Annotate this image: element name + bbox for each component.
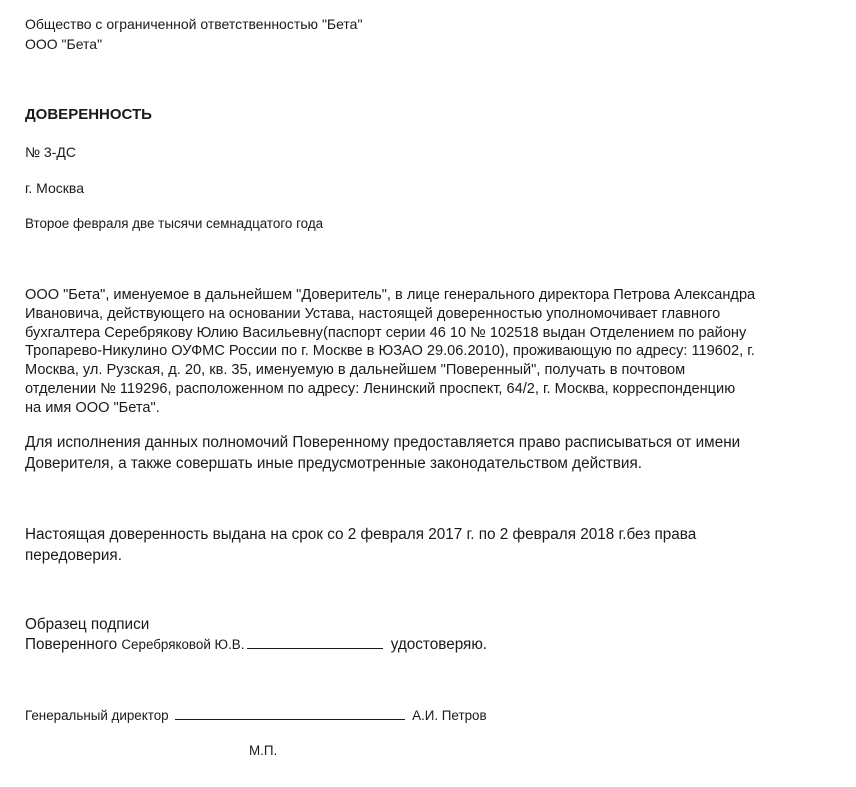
paragraph-line: ООО "Бета", именуемое в дальнейшем "Доверитель", в лице генерального директора Петрова Александра	[25, 287, 756, 303]
paragraph-line: передоверия.	[25, 546, 122, 564]
paragraph-term	[25, 525, 825, 566]
paragraph-line: Для исполнения данных полномочий Поверенному предоставляется право расписываться от имени	[25, 434, 741, 451]
paragraph-line: бухгалтера Серебрякову Юлию Васильевну(паспорт серии 46 10 № 102518 выдан Отделением по району	[25, 324, 747, 341]
paragraph-line: Настоящая доверенность выдана на срок со 2 февраля 2017 г. по 2 февраля 2018 г.без права	[25, 526, 697, 543]
director-label: Генеральный директор	[25, 708, 169, 723]
signature-sample-suffix: удостоверяю.	[390, 636, 488, 653]
director-name: А.И. Петров	[412, 708, 487, 723]
paragraph-line: Доверителя, а также совершать иные предусмотренные законодательством действия.	[25, 454, 643, 472]
organization-short-name: ООО "Бета"	[25, 36, 103, 52]
paragraph-powers	[25, 433, 825, 474]
document-date: Второе февраля две тысячи семнадцатого года	[25, 216, 324, 231]
paragraph-line: отделении № 119296, расположенном по адресу: Ленинский проспект, 64/2, г. Москва, корреспонденцию	[25, 380, 736, 397]
signature-sample-prefix: Поверенного	[25, 636, 118, 653]
signature-sample-heading: Образец подписи	[25, 616, 150, 633]
signature-blank-line	[247, 635, 383, 649]
signature-sample-line	[25, 635, 487, 655]
document-number: № 3-ДС	[25, 144, 76, 160]
paragraph-line: Москва, ул. Рузская, д. 20, кв. 35, именуемую в дальнейшем "Поверенный", получать в почтовом	[25, 362, 686, 379]
attorney-name: Серебряковой Ю.В.	[121, 637, 245, 652]
organization-full-name: Общество с ограниченной ответственностью "Бета"	[25, 16, 363, 32]
paragraph-line: Тропарево-Никулино ОУФМС России по г. Москве в ЮЗАО 29.06.2010), проживающую по адресу: 119602, г.	[25, 343, 755, 360]
director-signature-blank	[175, 706, 405, 720]
document-title: ДОВЕРЕННОСТЬ	[25, 106, 152, 123]
director-signature-line	[25, 706, 487, 725]
paragraph-line: Ивановича, действующего на основании Устава, настоящей доверенностью уполномочивает главного	[25, 305, 721, 322]
seal-place: М.П.	[249, 743, 278, 758]
paragraph-authorization	[25, 286, 825, 418]
document-city: г. Москва	[25, 180, 84, 196]
paragraph-line: на имя ООО "Бета".	[25, 399, 160, 416]
